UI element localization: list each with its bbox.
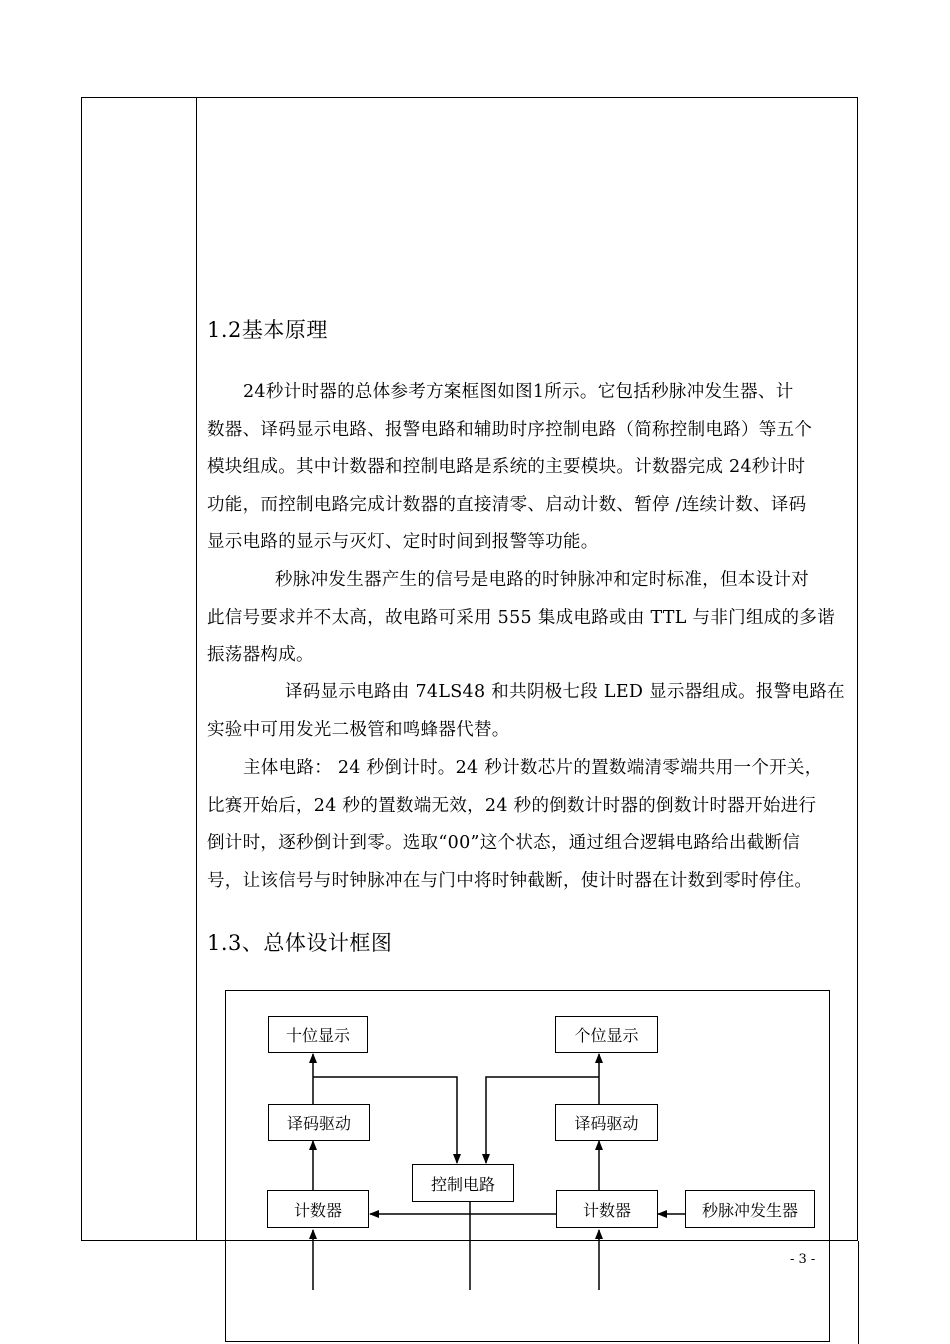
paragraph-line: 实验中可用发光二极管和鸣蜂器代替。 <box>207 719 510 740</box>
tens-decoder-block: 译码驱动 <box>268 1104 370 1141</box>
section-heading-1-3: 1.3、总体设计框图 <box>207 931 393 955</box>
paragraph-line: 功能，而控制电路完成计数器的直接清零、启动计数、暂停 /连续计数、译码 <box>207 494 807 515</box>
paragraph-line: 主体电路： 24 秒倒计时。24 秒计数芯片的置数端清零端共用一个开关， <box>243 758 823 778</box>
paragraph-line: 比赛开始后，24 秒的置数端无效，24 秒的倒数计时器的倒数计时器开始进行 <box>207 795 817 816</box>
tens-counter-block: 计数器 <box>267 1190 369 1228</box>
control-circuit-block: 控制电路 <box>412 1164 514 1202</box>
section-heading-1-2: 1.2基本原理 <box>207 318 328 342</box>
tens-display-block: 十位显示 <box>268 1016 368 1053</box>
paragraph-line: 数器、译码显示电路、报警电路和辅助时序控制电路（简称控制电路）等五个 <box>207 419 813 440</box>
paragraph-line: 倒计时，逐秒倒计到零。选取“00”这个状态，通过组合逻辑电路给出截断信 <box>207 833 801 853</box>
paragraph-line: 显示电路的显示与灭灯、定时时间到报警等功能。 <box>207 532 599 552</box>
paragraph-line: 译码显示电路由 74LS48 和共阴极七段 LED 显示器组成。报警电路在 <box>285 682 845 702</box>
ones-display-block: 个位显示 <box>555 1016 658 1053</box>
page-number: - 3 - <box>790 1252 816 1267</box>
paragraph-line: 秒脉冲发生器产生的信号是电路的时钟脉冲和定时标准，但本设计对 <box>275 570 809 590</box>
pulse-generator-block: 秒脉冲发生器 <box>685 1190 815 1228</box>
paragraph-line: 模块组成。其中计数器和控制电路是系统的主要模块。计数器完成 24秒计时 <box>207 457 806 477</box>
paragraph-line: 振荡器构成。 <box>207 645 314 665</box>
ones-decoder-block: 译码驱动 <box>555 1104 658 1141</box>
paragraph-line: 此信号要求并不太高，故电路可采用 555 集成电路或由 TTL 与非门组成的多谐 <box>207 607 835 628</box>
paragraph-line: 24秒计时器的总体参考方案框图如图1所示。它包括秒脉冲发生器、计 <box>243 382 794 402</box>
paragraph-line: 号，让该信号与时钟脉冲在与门中将时钟截断，使计时器在计数到零时停住。 <box>207 870 813 891</box>
ones-counter-block: 计数器 <box>556 1190 658 1228</box>
